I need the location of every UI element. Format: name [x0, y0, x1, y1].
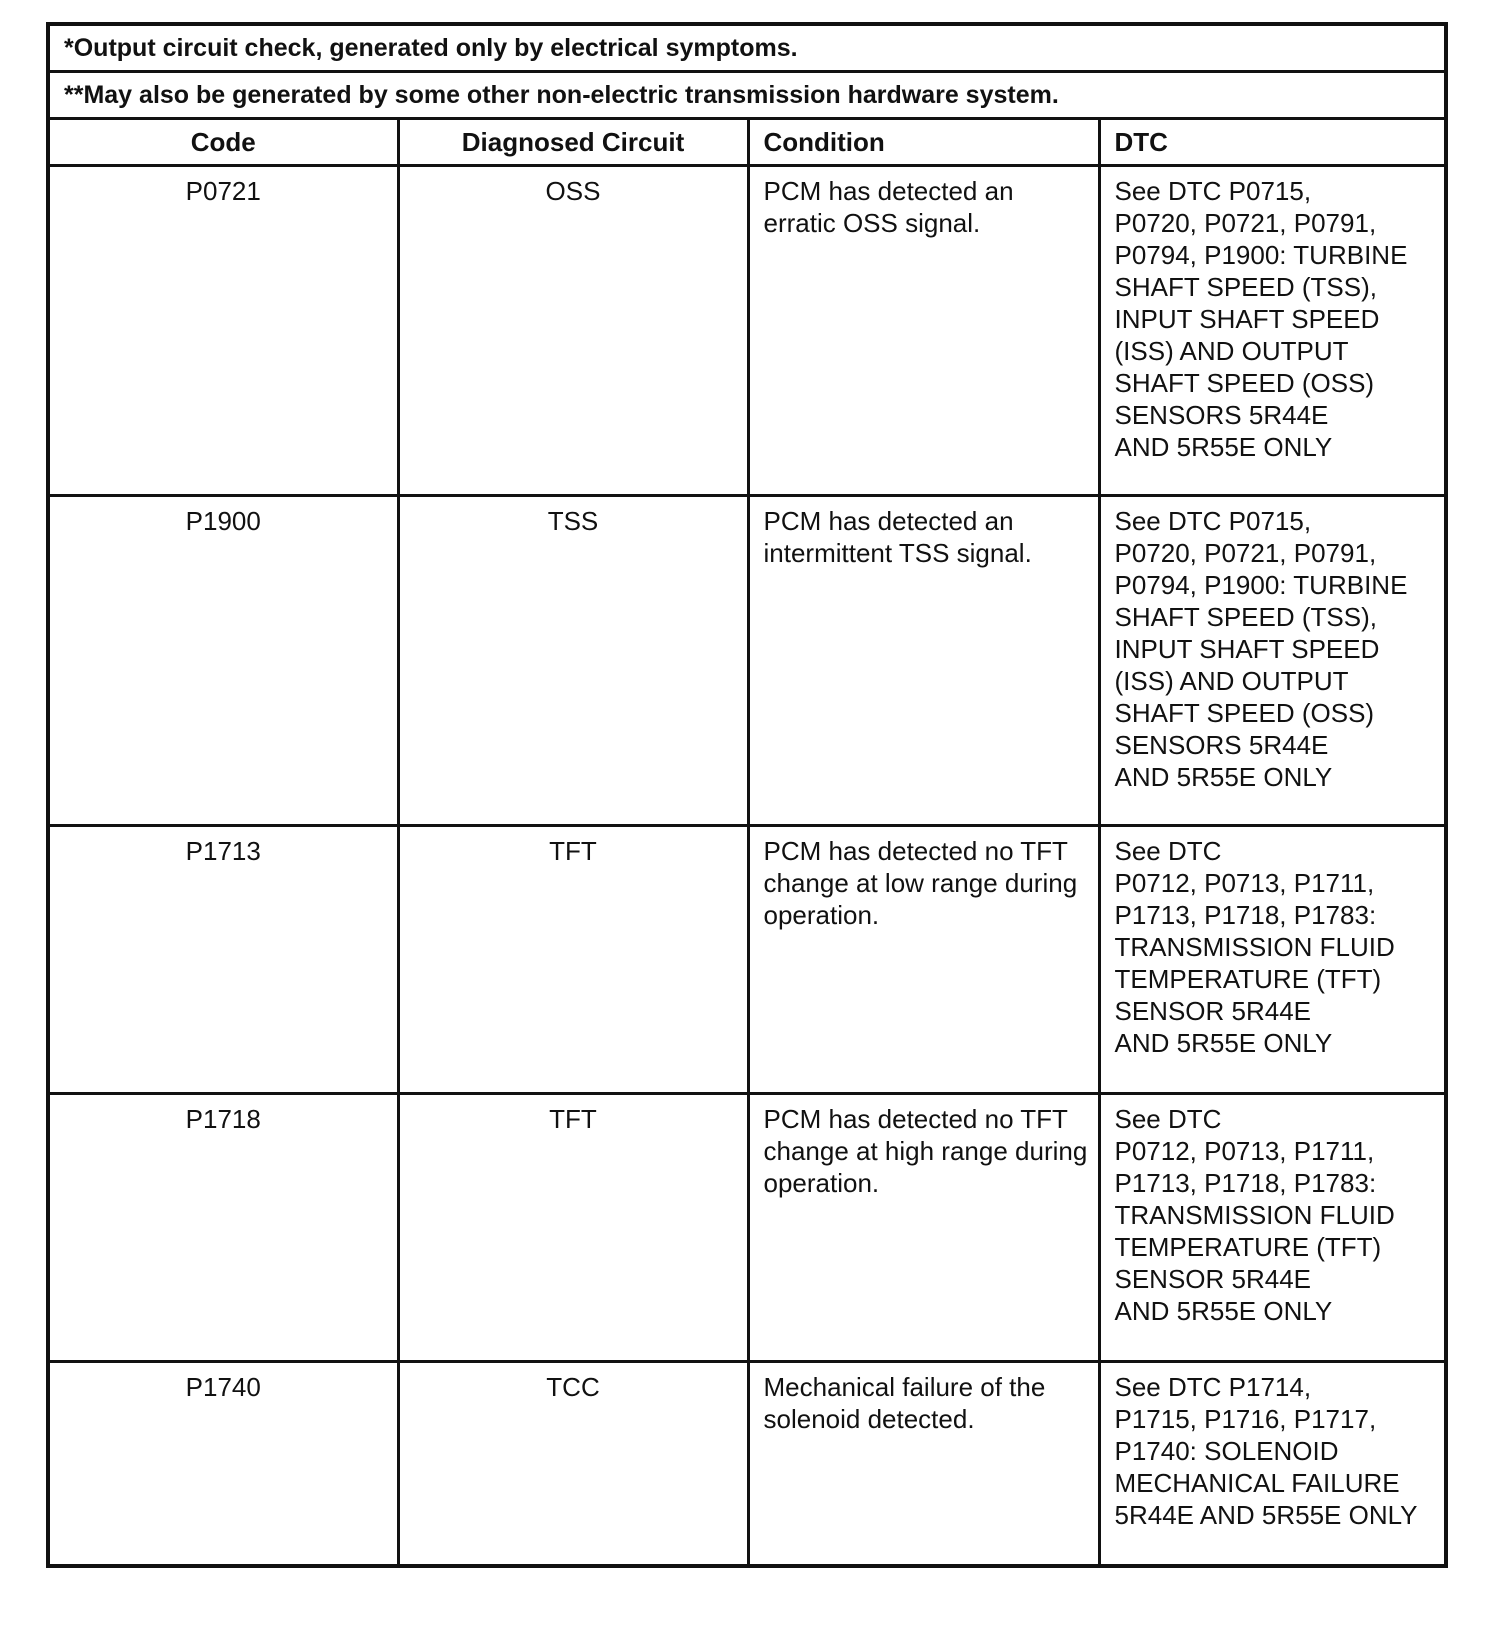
cell-circuit: TCC: [398, 1362, 748, 1566]
table-row: [48, 1362, 1446, 1566]
cell-condition: PCM has detected no TFT change at low range during operation.: [748, 826, 1099, 1094]
header-diagnosed-circuit: Diagnosed Circuit: [398, 119, 748, 166]
cell-circuit: TSS: [398, 496, 748, 826]
note-output-circuit: *Output circuit check, generated only by electrical symptoms.: [48, 24, 1446, 72]
header-dtc: DTC: [1099, 119, 1446, 166]
cell-code: P1713: [48, 826, 398, 1094]
cell-dtc: See DTC P0712, P0713, P1711, P1713, P1718, P1783: TRANSMISSION FLUID TEMPERATURE (TFT) SENSOR 5R44E AND 5R55E ONLY: [1099, 826, 1446, 1094]
cell-condition: Mechanical failure of the solenoid detected.: [748, 1362, 1099, 1566]
header-code: Code: [48, 119, 398, 166]
cell-dtc: See DTC P1714, P1715, P1716, P1717, P1740: SOLENOID MECHANICAL FAILURE 5R44E AND 5R55E ONLY: [1099, 1362, 1446, 1566]
table-row: [48, 496, 1446, 826]
table-row: [48, 166, 1446, 496]
header-condition: Condition: [748, 119, 1099, 166]
table-row: [48, 1094, 1446, 1362]
table-header-row: [48, 119, 1446, 166]
cell-condition: PCM has detected no TFT change at high range during operation.: [748, 1094, 1099, 1362]
note-non-electric: **May also be generated by some other non-electric transmission hardware system.: [48, 72, 1446, 119]
cell-circuit: OSS: [398, 166, 748, 496]
cell-circuit: TFT: [398, 1094, 748, 1362]
note-row: [48, 24, 1446, 72]
note-row: [48, 72, 1446, 119]
table-row: [48, 826, 1446, 1094]
cell-circuit: TFT: [398, 826, 748, 1094]
cell-dtc: See DTC P0715, P0720, P0721, P0791, P0794, P1900: TURBINE SHAFT SPEED (TSS), INPUT SHAFT SPEED (ISS) AND OUTPUT SHAFT SPEED (OSS) SENSORS 5R44E AND 5R55E ONLY: [1099, 496, 1446, 826]
cell-code: P1718: [48, 1094, 398, 1362]
cell-condition: PCM has detected an intermittent TSS signal.: [748, 496, 1099, 826]
cell-dtc: See DTC P0712, P0713, P1711, P1713, P1718, P1783: TRANSMISSION FLUID TEMPERATURE (TFT) SENSOR 5R44E AND 5R55E ONLY: [1099, 1094, 1446, 1362]
cell-code: P0721: [48, 166, 398, 496]
cell-condition: PCM has detected an erratic OSS signal.: [748, 166, 1099, 496]
dtc-table: [46, 22, 1448, 1568]
cell-code: P1900: [48, 496, 398, 826]
cell-code: P1740: [48, 1362, 398, 1566]
cell-dtc: See DTC P0715, P0720, P0721, P0791, P0794, P1900: TURBINE SHAFT SPEED (TSS), INPUT SHAFT SPEED (ISS) AND OUTPUT SHAFT SPEED (OSS) SENSORS 5R44E AND 5R55E ONLY: [1099, 166, 1446, 496]
